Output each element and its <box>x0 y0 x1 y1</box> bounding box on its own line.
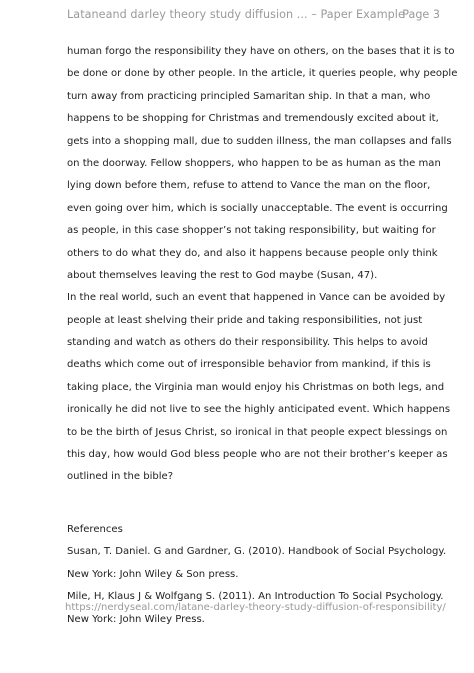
text-line: taking place, the Virginia man would enjoy his Christmas on both legs, and <box>67 381 445 393</box>
text-line: happens to be shopping for Christmas and tremendously excited about it, <box>67 113 439 125</box>
reference-line: Mile, H, Klaus J & Wolfgang S. (2011). An Introduction To Social Psychology. <box>67 591 444 603</box>
body-text <box>67 41 458 489</box>
text-line: even going over him, which is socially unacceptable. The event is occurring <box>67 202 448 214</box>
reference-line: Susan, T. Daniel. G and Gardner, G. (2010). Handbook of Social Psychology. <box>67 546 447 558</box>
text-line: to be the birth of Jesus Christ, so ironical in that people expect blessings on <box>67 426 448 438</box>
text-line: lying down before them, refuse to attend to Vance the man on the floor, <box>67 180 431 192</box>
text-line: as people, in this case shopper’s not taking responsibility, but waiting for <box>67 225 436 237</box>
text-line: on the doorway. Fellow shoppers, who happen to be as human as the man <box>67 157 441 169</box>
page-number: Page 3 <box>402 8 440 21</box>
reference-line: New York: John Wiley & Son press. <box>67 568 239 580</box>
text-line: In the real world, such an event that happened in Vance can be avoided by <box>67 292 446 304</box>
reference-line: New York: John Wiley Press. <box>67 613 205 625</box>
text-line: outlined in the bible? <box>67 471 174 483</box>
text-line: deaths which come out of irresponsible behavior from mankind, if this is <box>67 359 431 371</box>
text-line: be done or done by other people. In the article, it queries people, why people <box>67 68 458 80</box>
references-section <box>67 519 447 631</box>
text-line: turn away from practicing principled Samaritan ship. In that a man, who <box>67 90 431 102</box>
source-url-link[interactable]: https://nerdyseal.com/latane-darley-theory-study-diffusion-of-responsibility/ <box>65 602 446 613</box>
text-line: gets into a shopping mall, due to sudden illness, the man collapses and falls <box>67 135 452 147</box>
text-line: human forgo the responsibility they have on others, on the bases that it is to <box>67 46 455 57</box>
text-line: ironically he did not live to see the highly anticipated event. Which happens <box>67 404 451 416</box>
text-line: this day, how would God bless people who are not their brother’s keeper as <box>67 449 448 461</box>
text-line: others to do what they do, and also it happens because people only think <box>67 247 438 259</box>
document-title: Lataneand darley theory study diffusion ... – Paper Example <box>67 8 405 21</box>
page-header <box>0 0 474 36</box>
text-line: standing and watch as others do their responsibility. This helps to avoid <box>67 337 428 349</box>
references-heading: References <box>67 524 123 535</box>
text-line: about themselves leaving the rest to God maybe (Susan, 47). <box>67 269 378 281</box>
text-line: people at least shelving their pride and taking responsibilities, not just <box>67 314 423 326</box>
